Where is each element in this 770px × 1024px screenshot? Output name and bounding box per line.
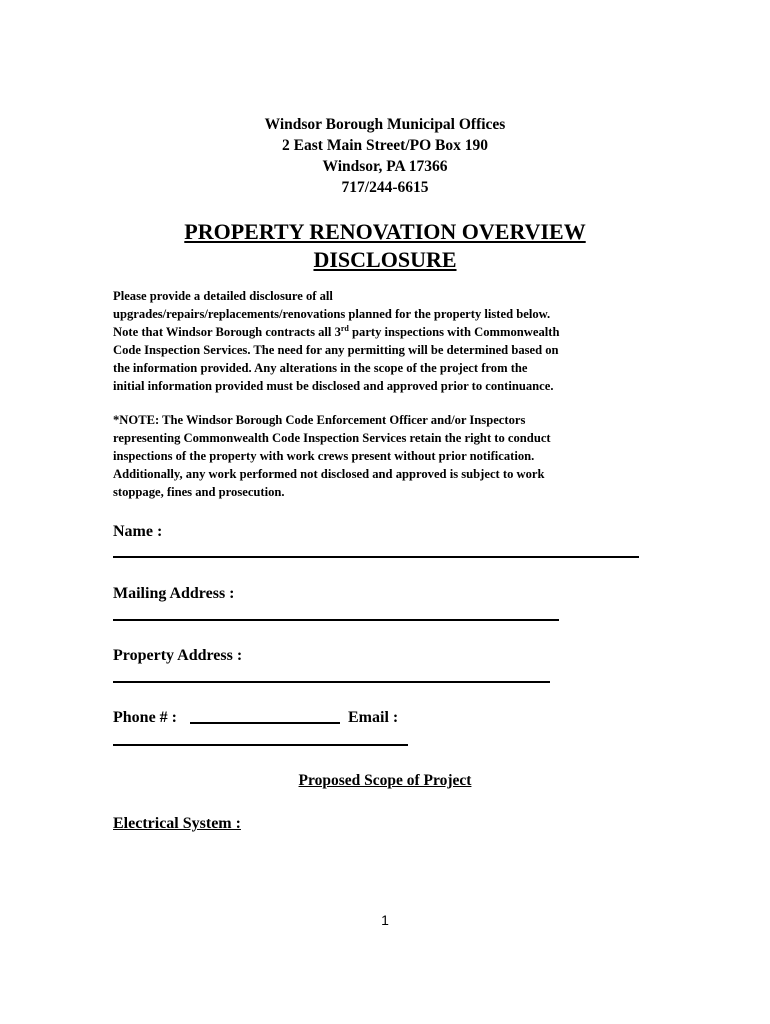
phone-field-line[interactable] <box>190 722 340 724</box>
intro-line: initial information provided must be disclosed and approved prior to continuance. <box>113 379 554 393</box>
intro-line: Please provide a detailed disclosure of all <box>113 289 333 303</box>
electrical-system-label: Electrical System : <box>113 815 241 832</box>
note-line: Additionally, any work performed not disclosed and approved is subject to work <box>113 467 545 481</box>
intro-line <box>113 323 658 341</box>
property-address-label: Property Address : <box>113 647 243 664</box>
office-name: Windsor Borough Municipal Offices <box>264 116 506 133</box>
office-header <box>0 114 770 198</box>
intro-line: upgrades/repairs/replacements/renovations planned for the property listed below. <box>113 307 551 321</box>
scope-heading: Proposed Scope of Project <box>298 772 472 789</box>
intro-line: the information provided. Any alterations in the scope of the project from the <box>113 361 528 375</box>
office-phone: 717/244-6615 <box>341 179 429 196</box>
office-street: 2 East Main Street/PO Box 190 <box>282 137 488 154</box>
ordinal-suffix: rd <box>340 323 349 333</box>
property-address-field-line[interactable] <box>113 681 550 683</box>
note-line: stoppage, fines and prosecution. <box>113 485 285 499</box>
name-label: Name : <box>113 523 163 540</box>
intro-text: party inspections with Commonwealth <box>348 325 560 339</box>
mailing-address-field-line[interactable] <box>113 619 559 621</box>
name-field-line[interactable] <box>113 556 639 558</box>
page-number: 1 <box>381 912 389 928</box>
title-line-2: DISCLOSURE <box>313 247 457 272</box>
note-line: representing Commonwealth Code Inspection Services retain the right to conduct <box>113 431 551 445</box>
note-line: *NOTE: The Windsor Borough Code Enforcement Officer and/or Inspectors <box>113 413 526 427</box>
note-paragraph <box>113 411 658 501</box>
phone-label: Phone # : <box>113 709 177 726</box>
intro-paragraph <box>113 287 658 395</box>
email-field-line[interactable] <box>113 744 408 746</box>
intro-line: Code Inspection Services. The need for any permitting will be determined based on <box>113 343 559 357</box>
office-city: Windsor, PA 17366 <box>322 158 448 175</box>
title-line-1: PROPERTY RENOVATION OVERVIEW <box>184 219 586 244</box>
intro-text: Note that Windsor Borough contracts all 3 <box>113 325 341 339</box>
mailing-address-label: Mailing Address : <box>113 585 235 602</box>
document-title <box>0 218 770 274</box>
email-label: Email : <box>348 709 399 726</box>
note-line: inspections of the property with work crews present without prior notification. <box>113 449 535 463</box>
